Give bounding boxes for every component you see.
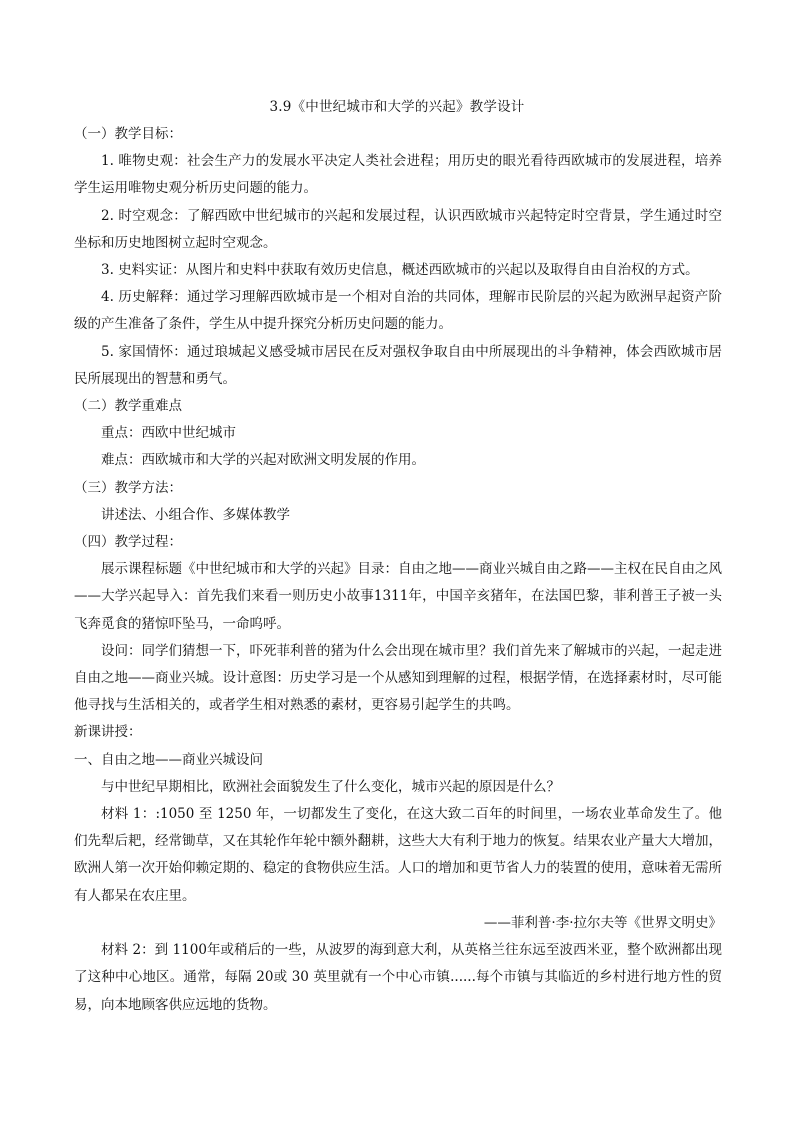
difficult-point: 难点：西欧城市和大学的兴起对欧洲文明发展的作用。	[101, 452, 425, 469]
objective-1: 1. 唯物史观：社会生产力的发展水平决定人类社会进程；用历史的眼光看待西欧城市的发展进程，培养学生运用唯物史观分析历史问题的能力。	[74, 153, 722, 197]
section-heading-objectives: （一）教学目标：	[74, 126, 182, 142]
part-one-heading: 一、自由之地——商业兴城设问	[74, 751, 263, 768]
section-heading-process: （四）教学过程：	[74, 534, 182, 551]
process-paragraph-2: 设问：同学们猜想一下，吓死菲利普的猪为什么会出现在城市里？我们首先来了解城市的兴起，一起走进自由之地——商业兴城。设计意图：历史学习是一个从感知到理解的过程，根据学情，在选择素材时，尽可能他寻找与生活相关的，或者学生相对熟悉的素材，更容易引起学生的共鸣。	[74, 642, 722, 714]
material-1: 材料 1：:1050 至 1250 年，一切都发生了变化，在这大致二百年的时间里，一场农业革命发生了。他们先犁后耙，经常锄草，又在其轮作年轮中额外翻耕，这些大大有利于地力的恢复。结果农业产量大大增加，欧洲人第一次开始仰赖定期的、稳定的食物供应生活。人口的增加和更节省人力的装置的使用，意味着无需所有人都呆在农庄里。	[74, 806, 722, 904]
material-1-source: ——菲利普·李·拉尔夫等《世界文明史》	[483, 914, 722, 931]
document-title: 3.9《中世纪城市和大学的兴起》教学设计	[269, 99, 525, 115]
part-one-question: 与中世纪早期相比，欧洲社会面貌发生了什么变化，城市兴起的原因是什么？	[101, 778, 560, 795]
process-paragraph-1: 展示课程标题《中世纪城市和大学的兴起》目录：自由之地——商业兴城自由之路——主权在民自由之风——大学兴起导入：首先我们来看一则历史小故事1311年，中国辛亥猪年，在法国巴黎，菲利普王子被一头飞奔觅食的猪惊吓坠马，一命呜呼。	[74, 561, 722, 632]
teaching-methods: 讲述法、小组合作、多媒体教学	[101, 506, 290, 523]
material-2: 材料 2：到 1100年或稍后的一些，从波罗的海到意大利，从英格兰往东远至波西米亚，整个欧洲都出现了这种中心地区。通常，每隔 20或 30 英里就有一个中心市镇......每个市镇与其临近的乡村进行地方性的贸易，向本地顾客供应远地的货物。	[74, 942, 722, 1013]
section-heading-key-points: （二）教学重难点	[74, 398, 182, 415]
key-point: 重点：西欧中世纪城市	[101, 425, 236, 442]
new-lesson-label: 新课讲授：	[74, 724, 142, 741]
objective-3: 3. 史料实证：从图片和史料中获取有效历史信息，概述西欧城市的兴起以及取得自由自治权的方式。	[101, 262, 699, 279]
document-body	[74, 121, 722, 1019]
objective-2: 2. 时空观念：了解西欧中世纪城市的兴起和发展过程，认识西欧城市兴起特定时空背景，学生通过时空坐标和历史地图树立起时空观念。	[74, 207, 722, 251]
objective-4: 4. 历史解释：通过学习理解西欧城市是一个相对自治的共同体，理解市民阶层的兴起为欧洲早起资产阶级的产生准备了条件，学生从中提升探究分析历史问题的能力。	[74, 289, 722, 333]
section-heading-methods: （三）教学方法：	[74, 479, 182, 496]
objective-5: 5. 家国情怀：通过琅城起义感受城市居民在反对强权争取自由中所展现出的斗争精神，体会西欧城市居民所展现出的智慧和勇气。	[74, 343, 722, 387]
